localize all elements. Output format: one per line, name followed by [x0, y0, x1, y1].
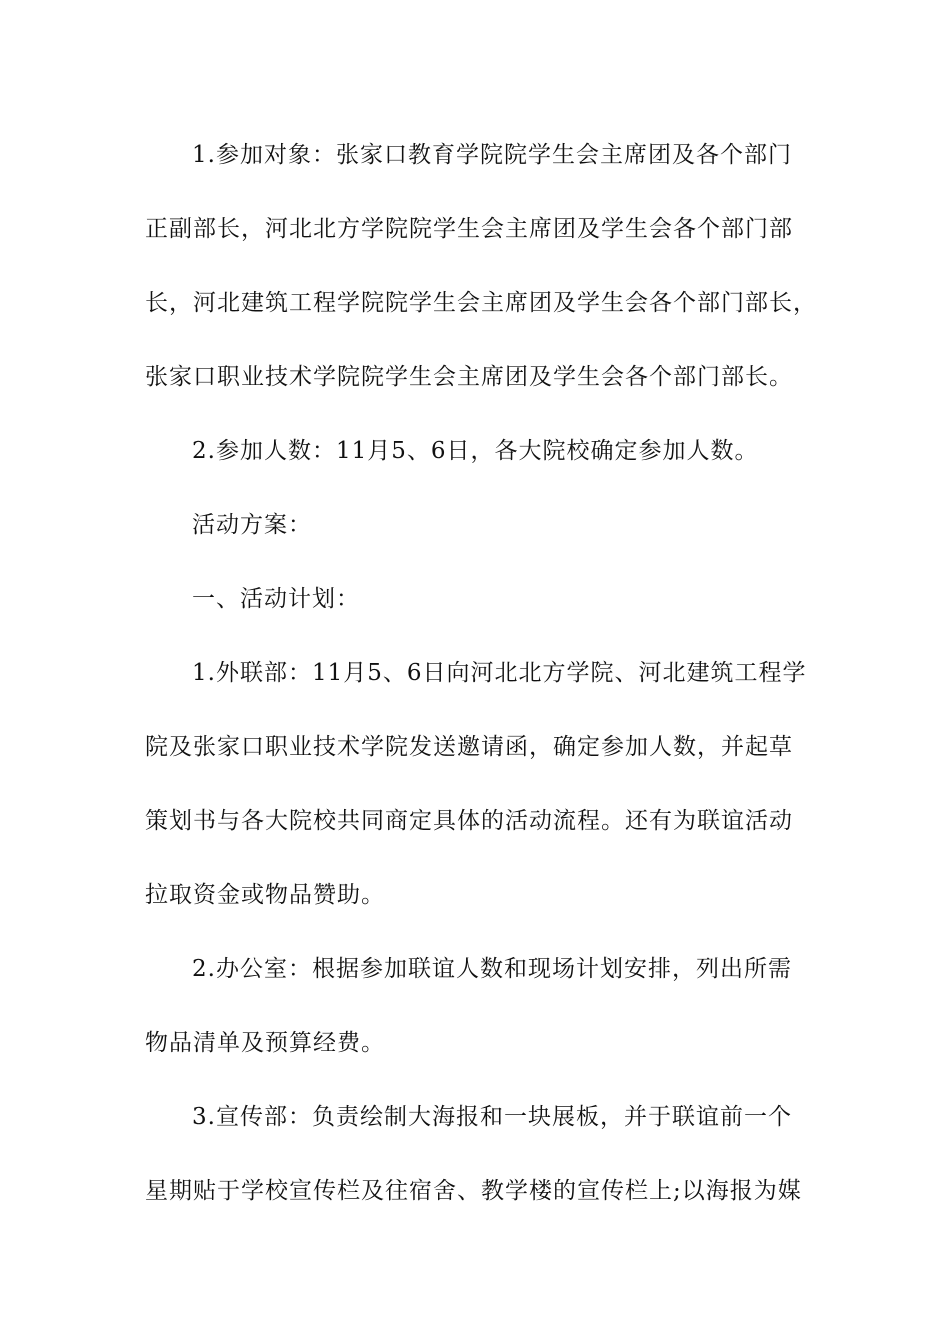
paragraph-line: 2.参加人数：11月5、6日，各大院校确定参加人数。 — [192, 438, 759, 464]
section-heading: 活动方案： — [192, 512, 312, 538]
paragraph-line: 张家口职业技术学院院学生会主席团及学生会各个部门部长。 — [145, 364, 793, 390]
paragraph-line: 2.办公室：根据参加联谊人数和现场计划安排，列出所需 — [192, 956, 792, 982]
paragraph-line: 星期贴于学校宣传栏及往宿舍、教学楼的宣传栏上;以海报为媒 — [145, 1178, 802, 1204]
paragraph-line: 长，河北建筑工程学院院学生会主席团及学生会各个部门部长， — [145, 290, 817, 316]
paragraph-line: 物品清单及预算经费。 — [145, 1030, 385, 1056]
paragraph-line: 院及张家口职业技术学院发送邀请函，确定参加人数，并起草 — [145, 734, 793, 760]
paragraph-line: 策划书与各大院校共同商定具体的活动流程。还有为联谊活动 — [145, 808, 793, 834]
paragraph-line: 1.外联部：11月5、6日向河北北方学院、河北建筑工程学 — [192, 660, 807, 686]
paragraph-line: 拉取资金或物品赞助。 — [145, 882, 385, 908]
paragraph-line: 3.宣传部：负责绘制大海报和一块展板，并于联谊前一个 — [192, 1104, 792, 1130]
section-heading: 一、活动计划： — [192, 586, 360, 612]
paragraph-line: 正副部长，河北北方学院院学生会主席团及学生会各个部门部 — [145, 216, 793, 242]
paragraph-line: 1.参加对象：张家口教育学院院学生会主席团及各个部门 — [192, 142, 792, 168]
